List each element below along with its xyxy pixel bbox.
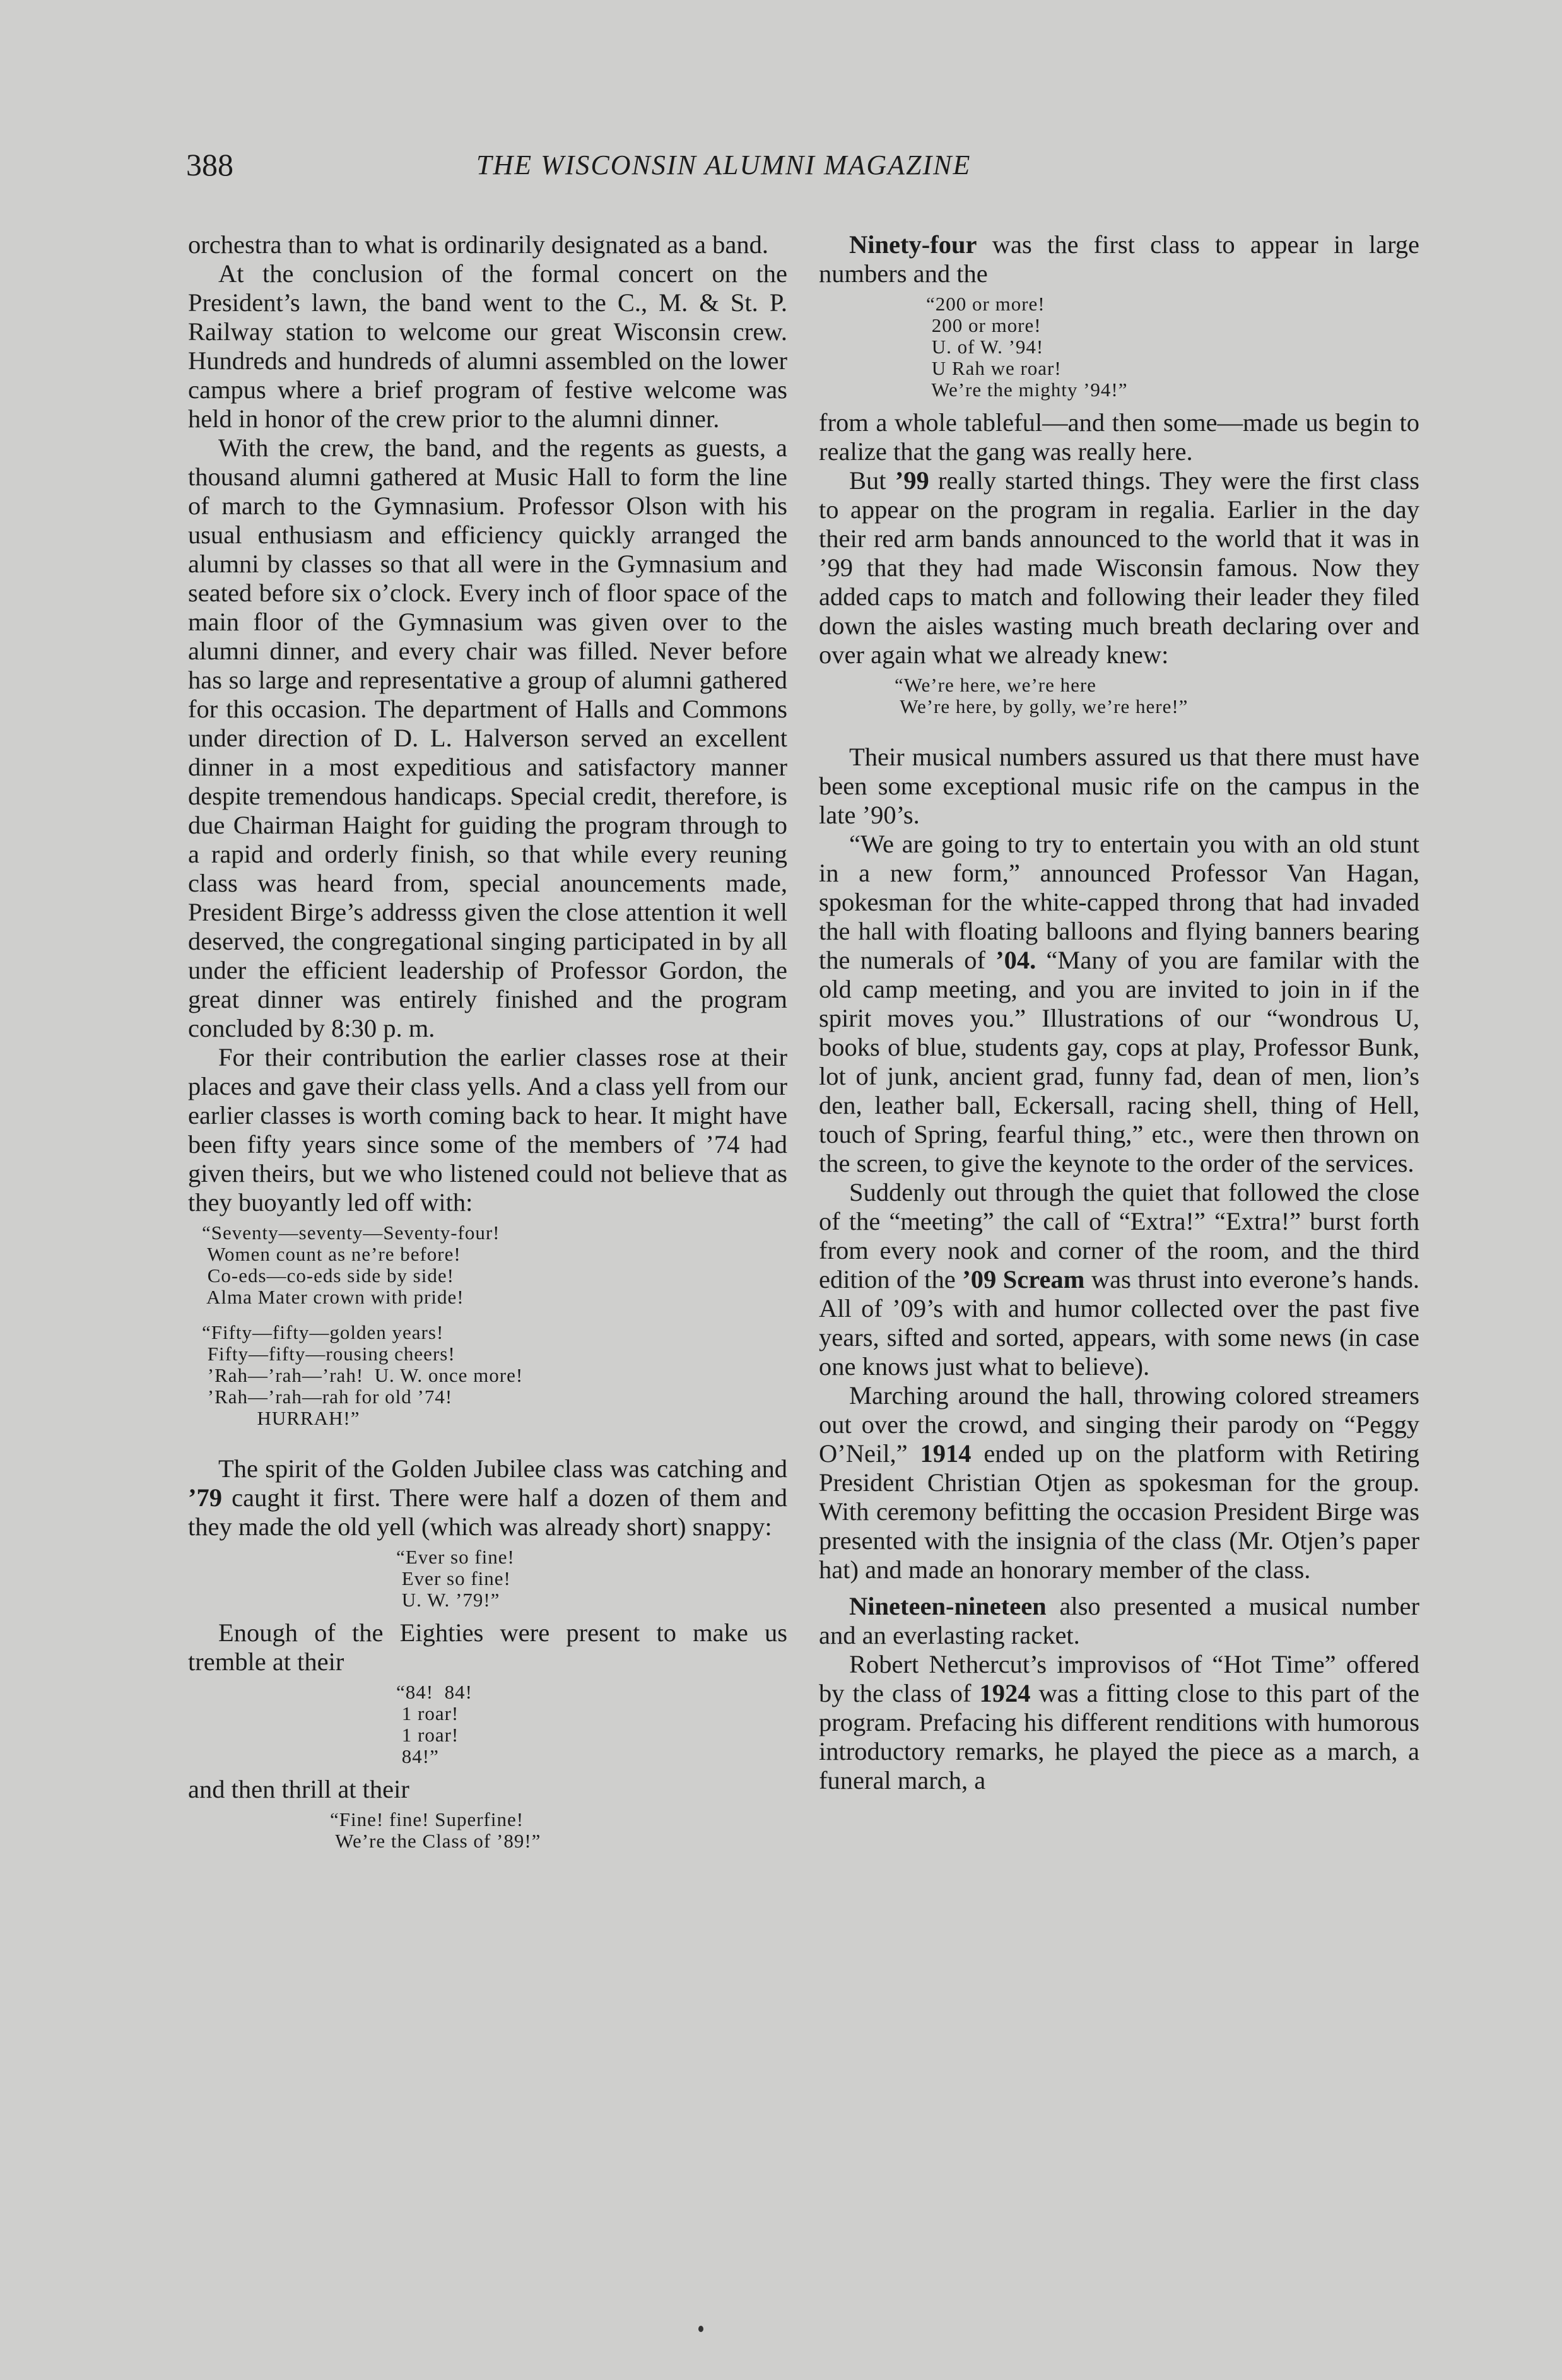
verse-line: “200 or more! <box>926 293 1045 315</box>
verse-line: U. W. ’79!” <box>396 1589 500 1611</box>
verse-line: We’re here, by golly, we’re here!” <box>895 695 1189 717</box>
verse-line: Co-eds—co-eds side by side! <box>202 1264 454 1287</box>
verse-line: “84! 84! <box>396 1681 473 1703</box>
paragraph: Ninety-four was the first class to appear in large numbers and the <box>819 230 1419 288</box>
magazine-title: THE WISCONSIN ALUMNI MAGAZINE <box>476 150 972 180</box>
right-column <box>819 230 1419 1795</box>
verse-line: “Fine! fine! Superfine! <box>330 1808 524 1830</box>
verse-line: 84!” <box>396 1745 439 1767</box>
verse-line: Ever so fine! <box>396 1567 511 1589</box>
paragraph: and then thrill at their <box>188 1775 409 1803</box>
class-yell-74 <box>188 1222 787 1429</box>
verse-line: “Seventy—seventy—Seventy-four! <box>202 1222 500 1244</box>
class-yell-99 <box>819 675 1419 717</box>
paragraph: Enough of the Eighties were present to make us tremble at their <box>188 1618 787 1676</box>
paragraph: orchestra than to what is ordinarily designated as a band. <box>188 230 768 259</box>
paragraph: Nineteen-nineteen also presented a musical number and an everlasting racket. <box>819 1592 1419 1649</box>
paragraph: Marching around the hall, throwing colored streamers out over the crowd, and singing their parody on “Peggy O’Neil,” 1914 ended up on the platform with Retiring President Christian Otjen as spokesman for the group. With ceremony befitting the occasion President Birge was presented with the insignia of the class (Mr. Otjen’s paper hat) and made an honorary member of the class. <box>819 1381 1419 1584</box>
verse-line: “We’re here, we’re here <box>895 674 1096 696</box>
paragraph: For their contribution the earlier classes rose at their places and gave their class yells. And a class yell from our earlier classes is worth coming back to hear. It might have been fifty years since some of the members of ’74 had given theirs, but we who listened could not believe that as they buoyantly led off with: <box>188 1043 787 1217</box>
verse-line: 1 roar! <box>396 1702 459 1724</box>
paragraph: At the conclusion of the formal concert on the President’s lawn, the band went to the C., M. & St. P. Railway station to welcome our great Wisconsin crew. Hundreds and hundreds of alumni assembled on the lower campus where a brief program of festive welcome was held in honor of the crew prior to the alumni dinner. <box>188 259 787 433</box>
paragraph: “We are going to try to entertain you with an old stunt in a new form,” announced Professor Van Hagan, spokesman for the white-capped throng that had invaded the hall with floating balloons and flying banners bearing the numerals of ’04. “Many of you are familar with the old camp meeting, and you are invited to join in if the spirit moves you.” Illustrations of our “wondrous U, books of blue, students gay, cops at play, Professor Bunk, lot of junk, ancient grad, funny fad, dean of men, lion’s den, leather ball, Eckersall, racing shell, thing of Hell, touch of Spring, fearful thing,” etc., were then thrown on the screen, to give the keynote to the order of the services. <box>819 830 1419 1177</box>
verse-line: 200 or more! <box>926 314 1042 336</box>
paragraph: Their musical numbers assured us that there must have been some exceptional music rife on the campus in the late ’90’s. <box>819 743 1419 829</box>
class-yell-79 <box>188 1546 787 1611</box>
paragraph: Suddenly out through the quiet that followed the close of the “meeting” the call of “Extra!” “Extra!” burst forth from every nook and corner of the room, and the third edition of the ’09 Scream was thrust into everone’s hands. All of ’09’s with and humor collected over the past five years, sifted and sorted, appears, with some news (in case one knows just what to believe). <box>819 1178 1419 1381</box>
verse-line: U. of W. ’94! <box>926 336 1044 358</box>
paragraph: With the crew, the band, and the regents as guests, a thousand alumni gathered at Music Hall to form the line of march to the Gymnasium. Professor Olson with his usual enthusiasm and efficiency quickly arranged the alumni by classes so that all were in the Gymnasium and seated before six o’clock. Every inch of floor space of the main floor of the Gymnasium was given over to the alumni dinner, and every chair was filled. Never before has so large and representative a group of alumni gathered for this occasion. The department of Halls and Commons under direction of D. L. Halverson served an excellent dinner in a most expeditious and satisfactory manner despite tremendous handicaps. Special credit, therefore, is due Chairman Haight for guiding the program through to a rapid and orderly finish, so that while every reuning class was heard from, special anouncements made, President Birge’s addresss given the close attention it well deserved, the congregational singing participated in by all under the efficient leadership of Professor Gordon, the great dinner was entirely finished and the program concluded by 8:30 p. m. <box>188 433 787 1042</box>
verse-line: Alma Mater crown with pride! <box>202 1286 464 1308</box>
paragraph: from a whole tableful—and then some—made us begin to realize that the gang was really here. <box>819 408 1419 466</box>
verse-line: HURRAH!” <box>202 1407 360 1429</box>
paragraph: But ’99 really started things. They were the first class to appear on the program in regalia. Earlier in the day their red arm bands announced to the world that it was in ’99 that they had made Wisconsin famous. Now they added caps to match and following their leader they filed down the aisles wasting much breath declaring over and over again what we already knew: <box>819 466 1420 669</box>
verse-line: Women count as ne’re before! <box>202 1243 461 1265</box>
verse-line: “Fifty—fifty—golden years! <box>202 1321 444 1343</box>
paragraph: The spirit of the Golden Jubilee class was catching and ’79 caught it first. There were half a dozen of them and they made the old yell (which was already short) snappy: <box>188 1454 787 1541</box>
verse-line: ’Rah—’rah—’rah! U. W. once more! <box>202 1364 524 1386</box>
verse-line: U Rah we roar! <box>926 357 1062 379</box>
class-yell-84 <box>188 1682 787 1767</box>
verse-line: “Ever so fine! <box>396 1546 515 1568</box>
class-yell-89 <box>188 1809 787 1852</box>
verse-line: Fifty—fifty—rousing cheers! <box>202 1343 455 1365</box>
page-header <box>186 146 1132 191</box>
left-column <box>188 230 787 1857</box>
verse-line: ’Rah—’rah—rah for old ’74! <box>202 1386 453 1408</box>
ink-speck <box>698 2326 703 2332</box>
paragraph: Robert Nethercut’s improvisos of “Hot Time” offered by the class of 1924 was a fitting close to this part of the program. Prefacing his different renditions with humorous introductory remarks, he played the piece as a march, a funeral march, a <box>819 1650 1419 1794</box>
verse-line: 1 roar! <box>396 1724 459 1746</box>
verse-line: We’re the Class of ’89!” <box>330 1830 541 1852</box>
class-yell-94 <box>819 293 1419 401</box>
page-number: 388 <box>186 147 233 182</box>
verse-line: We’re the mighty ’94!” <box>926 379 1128 401</box>
